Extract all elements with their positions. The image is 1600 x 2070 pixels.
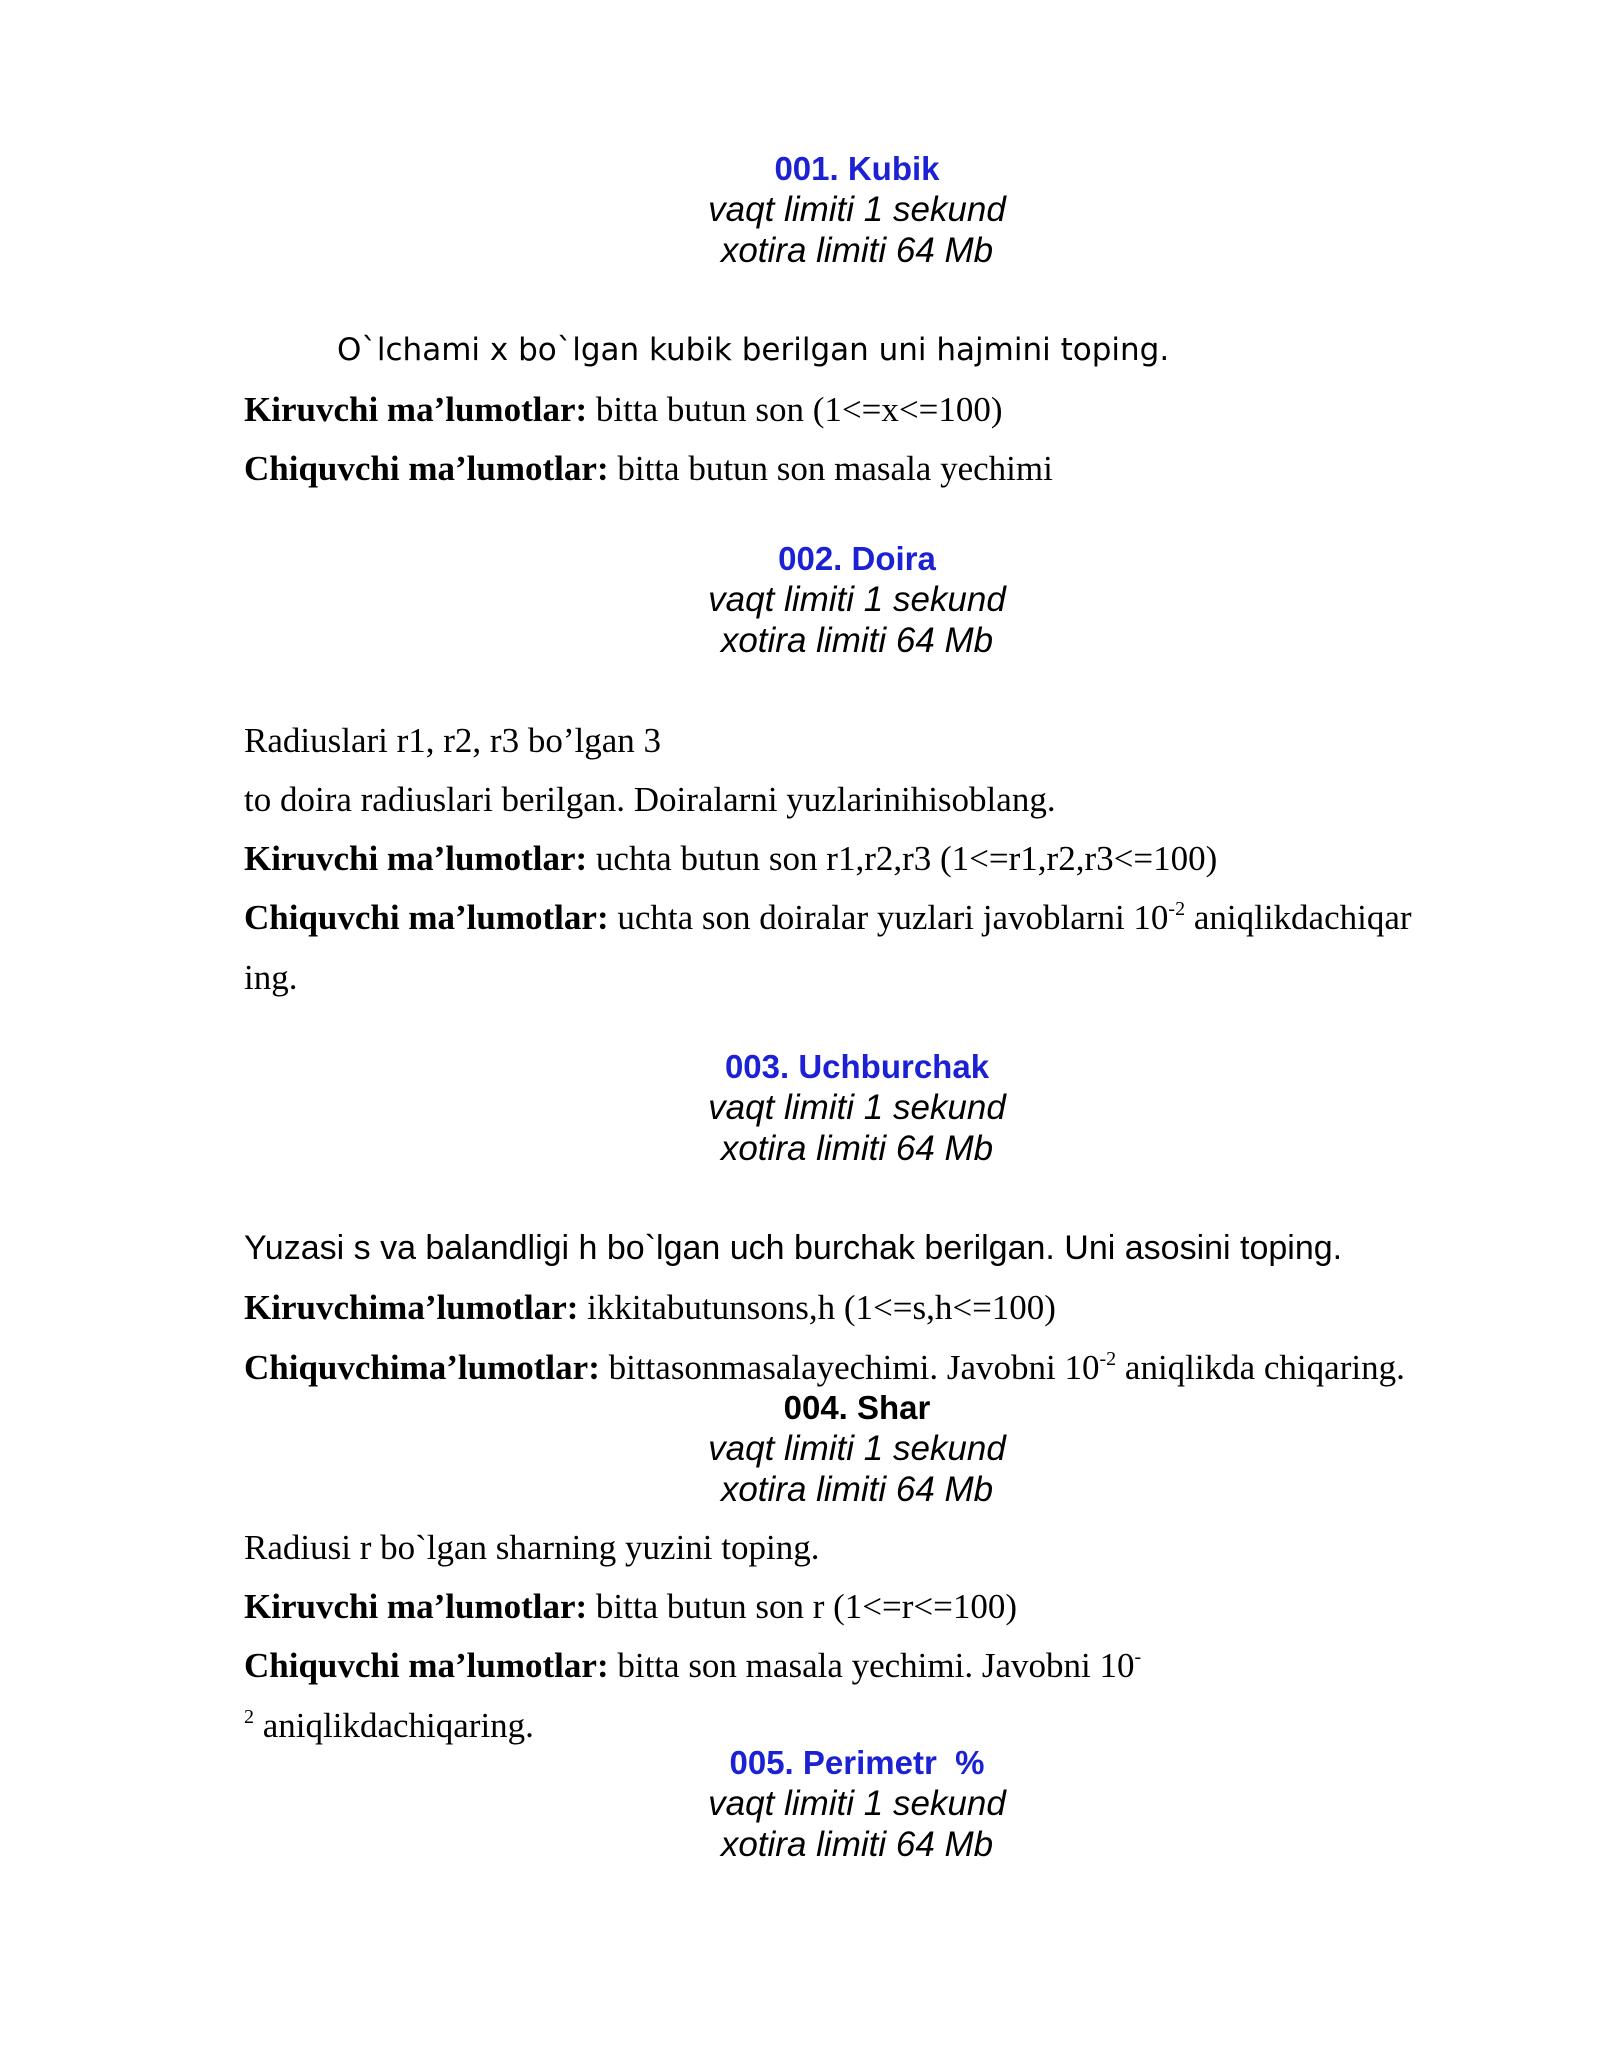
exponent-digit: 2 [244,1706,254,1728]
output-spec [244,1646,1141,1686]
input-spec [244,1288,1056,1328]
input-spec [244,839,1217,879]
problem-003-header [0,1047,1600,1169]
output-label: Chiquvchima’lumotlar: [244,1348,600,1387]
problem-title: 001. Kubik [774,150,940,187]
problem-002-header [0,539,1600,661]
output-spec-line-2: ing. [244,958,298,997]
output-spec-line-2 [244,1706,534,1746]
time-limit: vaqt limiti 1 sekund [708,1429,1006,1468]
input-text: ikkitabutunsons,h (1<=s,h<=100) [578,1288,1056,1327]
time-limit: vaqt limiti 1 sekund [708,190,1006,229]
input-spec [244,390,1002,430]
input-text: bitta butun son (1<=x<=100) [587,390,1003,429]
problem-title: 003. Uchburchak [724,1048,990,1085]
problem-title: 002. Doira [778,540,936,577]
output-text: bitta son masala yechimi. Javobni 10 [608,1646,1135,1685]
output-text-cont: aniqlikda chiqaring. [1116,1348,1405,1387]
problem-statement: O`lchami x bo`lgan kubik berilgan uni hajmini toping. [337,332,1170,368]
output-spec [244,1348,1405,1388]
output-text: bitta butun son masala yechimi [608,449,1053,488]
input-spec [244,1587,1017,1627]
output-label: Chiquvchi ma’lumotlar: [244,1646,609,1685]
output-label: Chiquvchi ma’lumotlar: [244,898,609,937]
problem-statement: Radiusi r bo`lgan sharning yuzini toping. [244,1528,820,1567]
problem-005-header [0,1743,1600,1865]
time-limit: vaqt limiti 1 sekund [708,1088,1006,1127]
input-label: Kiruvchi ma’lumotlar: [244,839,588,878]
exponent-minus: - [1134,1646,1142,1668]
input-label: Kiruvchi ma’lumotlar: [244,390,588,429]
problem-001-header [0,149,1600,271]
problem-statement: Yuzasi s va balandligi h bo`lgan uch burchak berilgan. Uni asosini toping. [244,1229,1343,1267]
problem-statement-line-1: Radiuslari r1, r2, r3 bo’lgan 3 [244,721,661,760]
exponent: -2 [1168,898,1186,920]
input-label: Kiruvchima’lumotlar: [244,1288,579,1327]
memory-limit: xotira limiti 64 Mb [720,621,994,660]
memory-limit: xotira limiti 64 Mb [720,1470,994,1509]
input-text: bitta butun son r (1<=r<=100) [587,1587,1018,1626]
problem-004-header [0,1388,1600,1510]
output-text-cont: aniqlikdachiqar [1185,898,1412,937]
output-label: Chiquvchi ma’lumotlar: [244,449,609,488]
output-text: bittasonmasalayechimi. Javobni 10 [599,1348,1100,1387]
problem-title: 005. Perimetr % [729,1744,985,1781]
memory-limit: xotira limiti 64 Mb [720,231,994,270]
time-limit: vaqt limiti 1 sekund [708,1784,1006,1823]
output-spec [244,898,1412,938]
problem-statement-line-2: to doira radiuslari berilgan. Doiralarni yuzlarinihisoblang. [244,780,1056,819]
input-label: Kiruvchi ma’lumotlar: [244,1587,588,1626]
time-limit: vaqt limiti 1 sekund [708,580,1006,619]
output-spec [244,449,1053,489]
exponent: -2 [1099,1348,1117,1370]
output-text: uchta son doiralar yuzlari javoblarni 10 [608,898,1169,937]
memory-limit: xotira limiti 64 Mb [720,1825,994,1864]
output-text-cont: aniqlikdachiqaring. [254,1706,534,1745]
problem-title: 004. Shar [783,1389,931,1426]
memory-limit: xotira limiti 64 Mb [720,1129,994,1168]
input-text: uchta butun son r1,r2,r3 (1<=r1,r2,r3<=100) [587,839,1218,878]
